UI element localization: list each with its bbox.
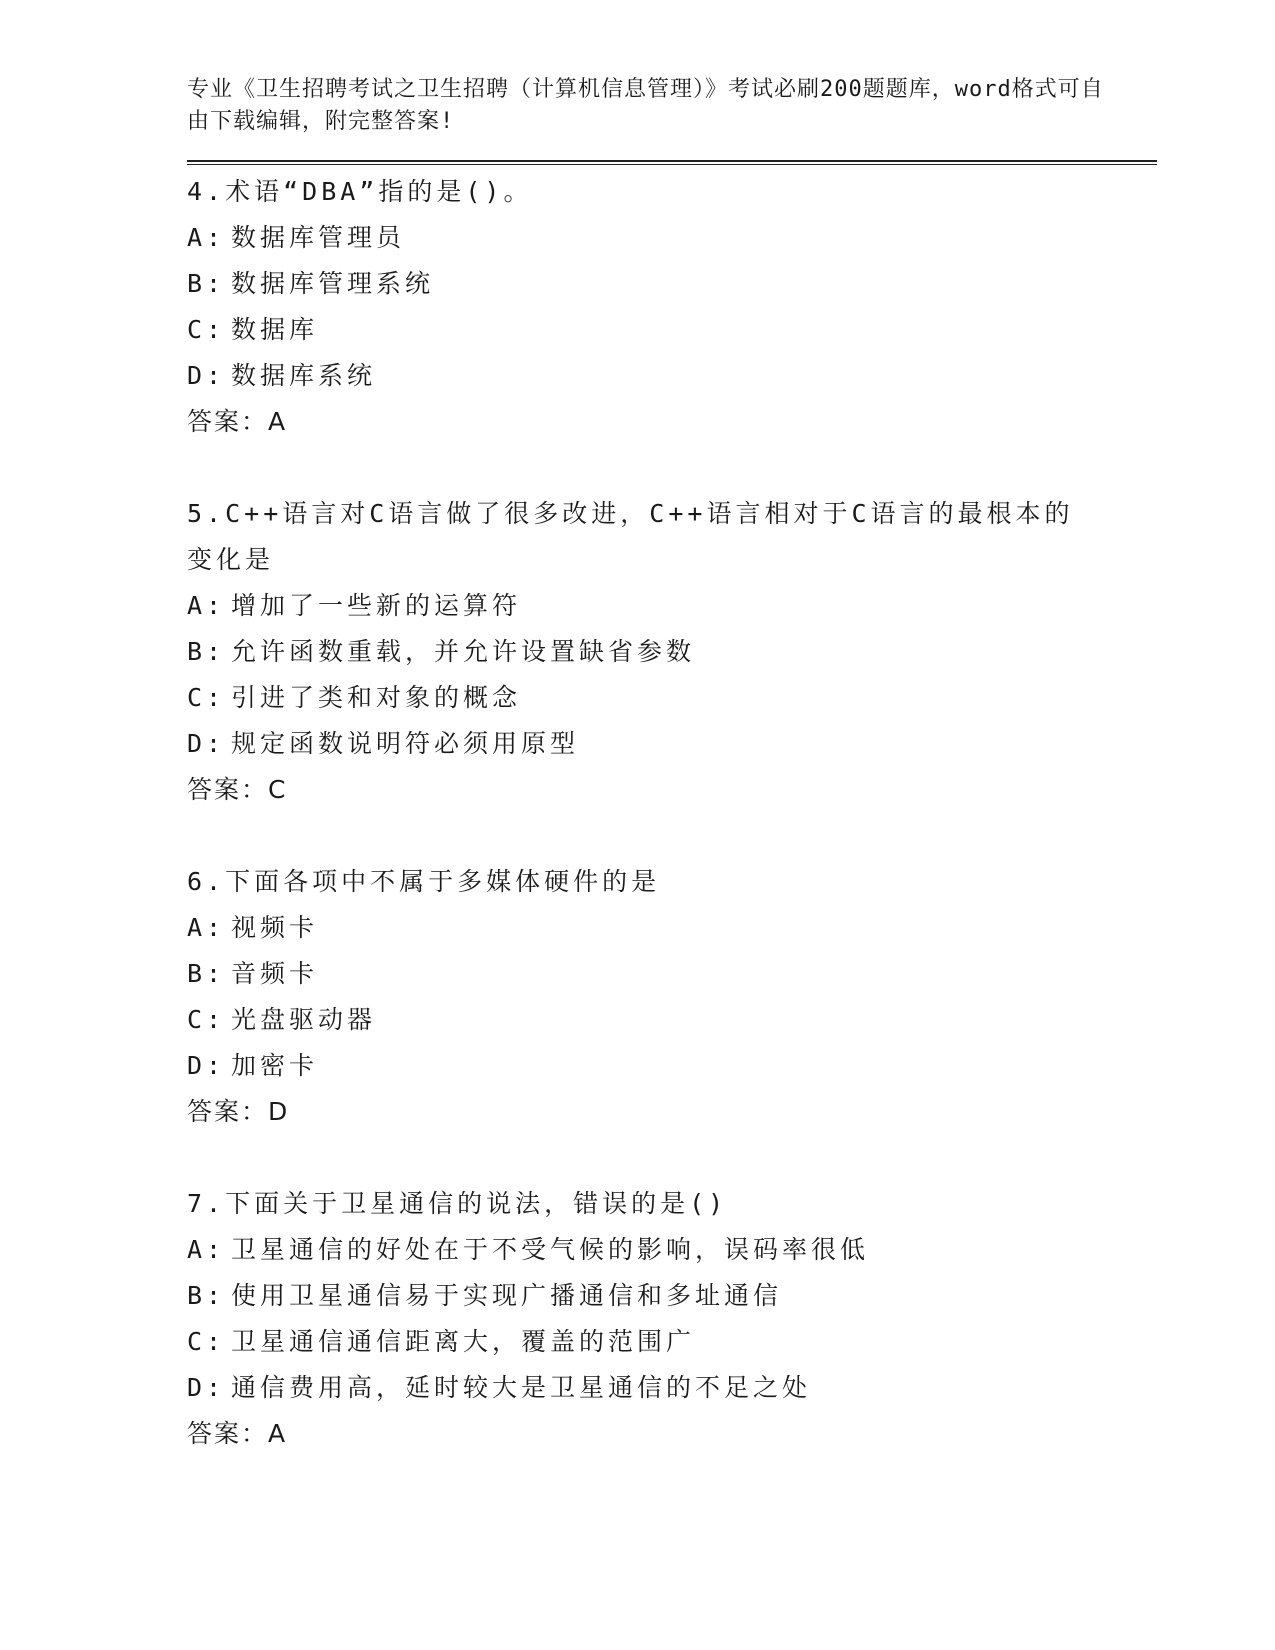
option-a [187,215,1157,261]
option-key: B: [187,269,226,298]
document-page [187,74,1157,1503]
option-text: 音频卡 [231,959,319,988]
option-text: 卫星通信通信距离大，覆盖的范围广 [231,1327,696,1356]
option-b [187,629,1157,675]
option-c [187,307,1157,353]
option-d [187,1043,1157,1089]
option-key: C: [187,315,226,344]
option-a [187,905,1157,951]
option-key: A: [187,913,226,942]
option-text: 引进了类和对象的概念 [231,683,522,712]
option-key: A: [187,223,226,252]
option-key: D: [187,1373,226,1402]
option-a [187,583,1157,629]
answer-label: 答案：A [187,407,288,436]
answer-label: 答案：D [187,1097,290,1126]
option-key: C: [187,1327,226,1356]
option-a [187,1227,1157,1273]
option-text: 视频卡 [231,913,319,942]
option-key: B: [187,1281,226,1310]
option-text: 使用卫星通信易于实现广播通信和多址通信 [231,1281,783,1310]
option-text: 数据库管理员 [231,223,406,252]
option-text: 数据库 [231,315,319,344]
option-d [187,1365,1157,1411]
option-b [187,951,1157,997]
option-key: C: [187,1005,226,1034]
option-key: A: [187,591,226,620]
question-title: 5.C++语言对C语言做了很多改进，C++语言相对于C语言的最根本的变化是 [187,499,1074,574]
question-6 [187,859,1157,1135]
header-divider [187,160,1157,165]
option-key: D: [187,361,226,390]
question-7 [187,1181,1157,1457]
option-key: C: [187,683,226,712]
question-title: 7.下面关于卫星通信的说法，错误的是() [187,1189,728,1218]
question-title: 6.下面各项中不属于多媒体硬件的是 [187,867,661,896]
option-d [187,353,1157,399]
question-4 [187,169,1157,445]
option-c [187,1319,1157,1365]
option-key: B: [187,637,226,666]
option-key: B: [187,959,226,988]
question-5 [187,491,1157,813]
answer-label: 答案：C [187,775,288,804]
option-b [187,261,1157,307]
option-b [187,1273,1157,1319]
option-text: 卫星通信的好处在于不受气候的影响，误码率很低 [231,1235,870,1264]
option-text: 规定函数说明符必须用原型 [231,729,580,758]
option-text: 数据库系统 [231,361,377,390]
option-text: 加密卡 [231,1051,319,1080]
option-d [187,721,1157,767]
document-header: 专业《卫生招聘考试之卫生招聘（计算机信息管理）》考试必刷200题题库，word格式可自由下载编辑，附完整答案! [187,77,1104,134]
question-title: 4.术语“DBA”指的是()。 [187,177,533,206]
option-c [187,675,1157,721]
option-text: 通信费用高，延时较大是卫星通信的不足之处 [231,1373,812,1402]
option-key: D: [187,729,226,758]
option-text: 数据库管理系统 [231,269,435,298]
option-key: A: [187,1235,226,1264]
option-text: 增加了一些新的运算符 [231,591,522,620]
option-key: D: [187,1051,226,1080]
option-c [187,997,1157,1043]
answer-label: 答案：A [187,1419,288,1448]
option-text: 允许函数重载，并允许设置缺省参数 [231,637,696,666]
option-text: 光盘驱动器 [231,1005,377,1034]
